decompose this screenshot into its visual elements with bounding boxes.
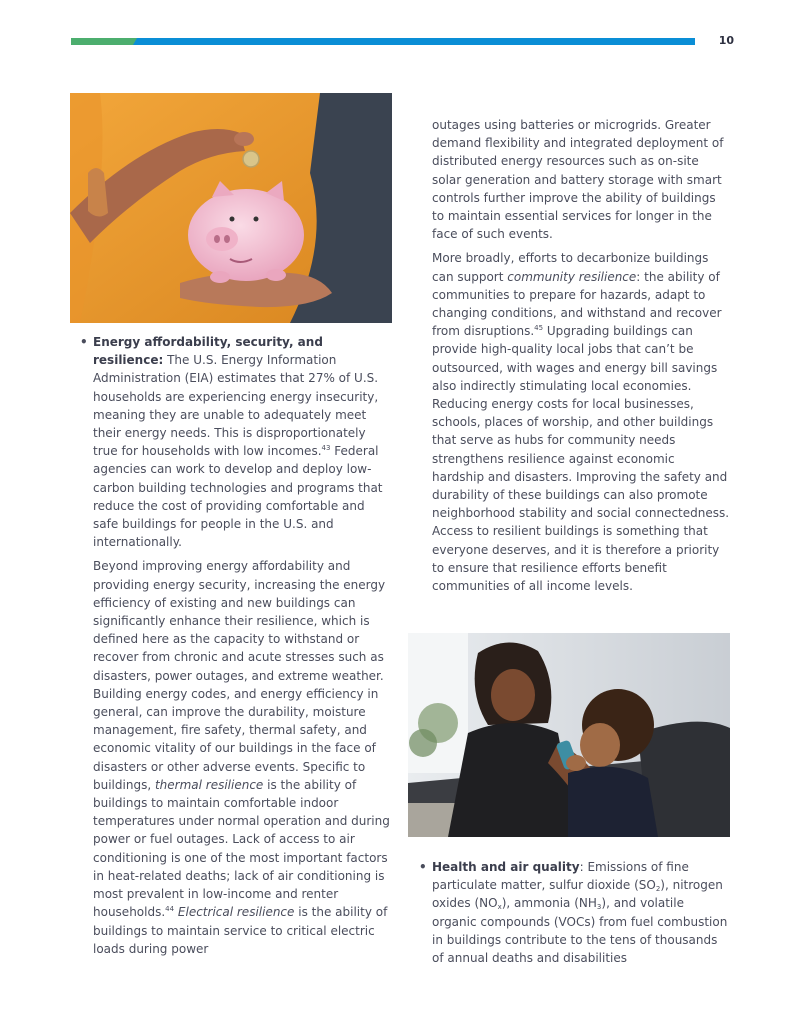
footnote-ref-45: 45: [534, 324, 544, 333]
energy-affordability-bullet: [80, 333, 393, 551]
page-number: 10: [718, 34, 734, 47]
subscript-3: 3: [596, 903, 602, 912]
electrical-resilience-term: Electrical resilience: [177, 905, 295, 920]
resilience-text-c: is the ability of buildings to maintain service to critical electric loads during power: [93, 905, 388, 956]
outages-paragraph: outages using batteries or microgrids. Greater demand flexibility and integrated deployment of distributed energy resources such as on-site solar generation and battery storage with smart controls further improve the ability of buildings to maintain essential services for longer in the face of such events.: [432, 118, 724, 242]
resilience-text-a: Beyond improving energy affordability and providing energy security, increasing the energy efficiency of existing and new buildings can significantly enhance their resilience, which is defined here as the capacity to withstand or recover from chronic and acute stresses such as disasters, power outages, and extreme weather. Building energy codes, and energy efficiency in general, can improve the durability, moisture management, fire safety, thermal safety, and economic vitality of our buildings in the face of disasters or other adverse events. Specific to buildings,: [93, 559, 386, 792]
header-color-bar: [71, 38, 695, 45]
thermal-resilience-term: thermal resilience: [154, 777, 264, 792]
resilience-text-b: is the ability of buildings to maintain comfortable indoor temperatures under normal operation and during power or fuel outages. Lack of access to air conditioning is one of the most important factors in heat-related deaths; lack of air conditioning is most prevalent in low-income and renter households.: [93, 777, 390, 920]
piggy-bank-photo: [70, 93, 392, 323]
inhaler-photo: [408, 633, 730, 837]
footnote-ref-44: 44: [165, 905, 175, 914]
health-air-quality-section: [419, 858, 730, 973]
health-air-quality-heading: Health and air quality: [432, 860, 580, 874]
bullet-marker: •: [419, 860, 427, 874]
energy-p1-text-b: Federal agencies can work to develop and deploy low-carbon building technologies and programs that reduce the cost of providing comfortable and safe buildings for people in the U.S. and internationally.: [93, 444, 383, 550]
piggy-bank-coin-hand-photo-icon: [70, 93, 392, 323]
right-column-text: [432, 116, 730, 601]
footnote-ref-43: 43: [321, 444, 331, 453]
child-inhaler-mother-photo-icon: [408, 633, 730, 837]
header-bar-green-segment: [71, 38, 137, 45]
resilience-paragraph: [93, 557, 393, 957]
header-bar-blue-segment: [133, 38, 695, 45]
health-text-c: ), ammonia (NH: [501, 896, 597, 911]
subscript-2: 2: [655, 885, 661, 894]
health-text-a: : Emissions of fine particulate matter, sulfur dioxide (SO: [432, 860, 689, 893]
community-text-b: : the ability of communities to prepare for hazards, adapt to changing conditions, and withstand and recover from disruptions.: [432, 269, 722, 339]
energy-p1-text-a: The U.S. Energy Information Administration (EIA) estimates that 27% of U.S. households are experiencing energy insecurity, meaning they are unable to adequately meet their energy needs. This is disproportionately true for households with low incomes.: [93, 353, 379, 459]
community-text-a: More broadly, efforts to decarbonize buildings can support: [432, 251, 709, 284]
bullet-marker: •: [80, 335, 88, 349]
health-air-quality-bullet: [419, 858, 730, 967]
community-text-c: Upgrading buildings can provide high-quality local jobs that can’t be outsourced, with wages and energy bill savings also indirectly stimulating local economies. Reducing energy costs for local businesses, schools, places of worship, and other buildings that serve as hubs for community needs strengthens resilience against economic hardship and disasters. Improving the safety and durability of these buildings can also promote neighborhood stability and social connectedness. Access to resilient buildings is something that everyone deserves, and it is therefore a priority to ensure that resilience efforts benefit communities of all income levels.: [432, 324, 730, 594]
community-resilience-paragraph: [432, 249, 730, 595]
energy-affordability-heading: Energy affordability, security, and resilience:: [93, 335, 323, 368]
community-resilience-term: community resilience: [507, 269, 637, 284]
health-text-b: ), nitrogen oxides (NO: [432, 878, 723, 911]
health-text-d: ), and volatile organic compounds (VOCs) from fuel combustion in buildings contribute to the tens of thousands of annual deaths and disabilities: [432, 896, 728, 966]
left-column-text: [80, 333, 393, 964]
subscript-x: x: [497, 903, 502, 912]
